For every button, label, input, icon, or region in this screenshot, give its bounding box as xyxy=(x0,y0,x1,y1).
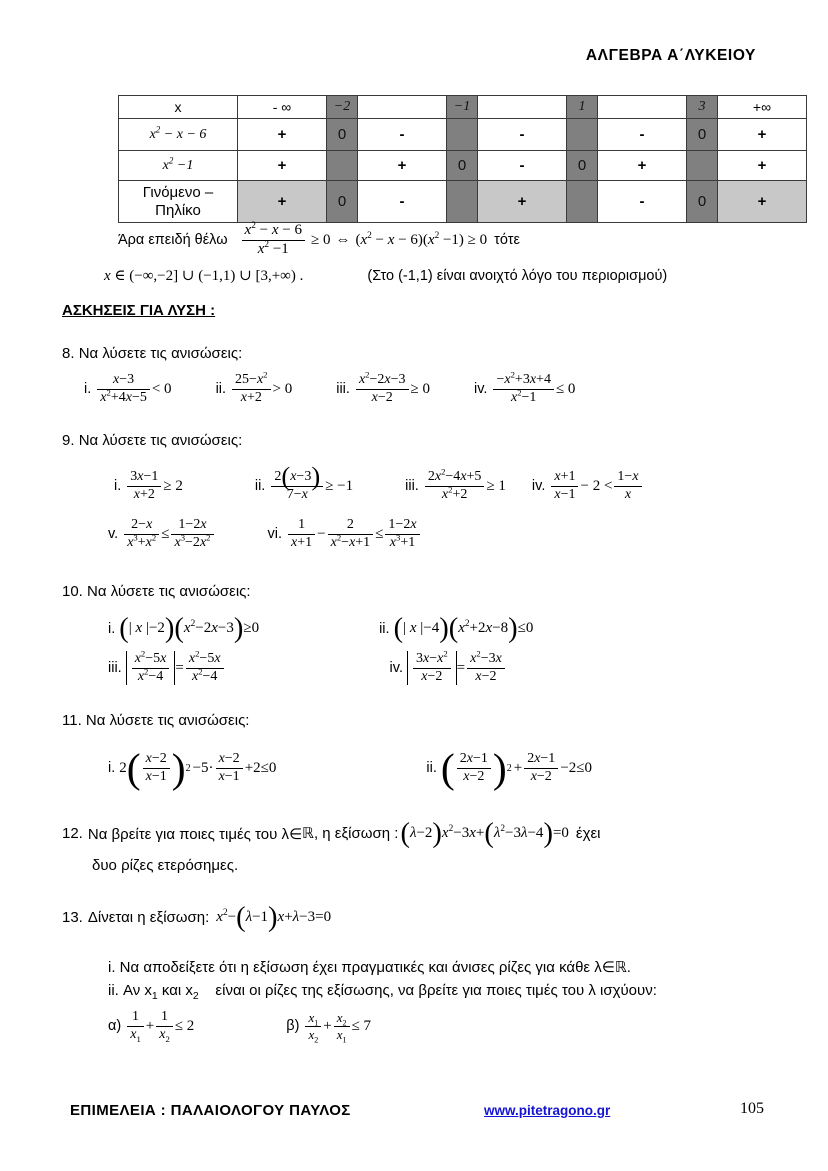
item-9-i: i. $\frac{3x-1}{x+2}$ ≥ 2 xyxy=(114,469,183,502)
exercise-13-text: Δίνεται η εξίσωση: xyxy=(87,909,210,926)
cell-r3-zero-3: 0 xyxy=(687,181,718,223)
table-row xyxy=(119,119,807,151)
cell-r3-neg1 xyxy=(447,181,478,223)
conclusion-note: (Στο (-1,1) είναι ανοιχτό λόγο του περιορισμού) xyxy=(367,267,668,284)
cell-r3-c3: + xyxy=(478,181,567,223)
exercise-9-items-row1 xyxy=(114,461,812,503)
footer-website-link[interactable]: www.pitetragono.gr xyxy=(484,1103,611,1118)
item-9-vi: vi. $\frac{1}{x+1}$ − $\frac{2}{x^2-x+1}$ ≤ $\frac{1-2x}{x^3+1}$ xyxy=(268,517,422,551)
row-label-product-quotient xyxy=(119,181,238,223)
item-9-ii: ii. $\frac{2(x-3)}{7-x}$ ≥ −1 xyxy=(254,461,354,502)
iff-symbol: ⇔ xyxy=(335,231,351,248)
row-label-quadratic-1: $x^2 - x - 6$ xyxy=(119,119,238,151)
exercise-13 xyxy=(62,901,812,1045)
footer-author: ΕΠΙΜΕΛΕΙΑ : ΠΑΛΑΙΟΛΟΓΟΥ ΠΑΥΛΟΣ xyxy=(70,1102,351,1119)
table-row xyxy=(119,181,807,223)
item-relation: ≤ 7 xyxy=(351,1017,372,1034)
item-relation: ≥ −1 xyxy=(325,477,354,494)
item-relation: ≤ xyxy=(161,525,170,542)
cell-r1-neg1 xyxy=(447,119,478,151)
cell-header-gap3 xyxy=(598,96,687,119)
exercise-12-number: 12. xyxy=(62,825,83,842)
cell-root-neg1: −1 xyxy=(447,96,478,119)
exercise-8-number: 8. xyxy=(62,345,75,362)
exercise-13-sub-i: i. Να αποδείξετε ότι η εξίσωση έχει πραγματικές και άνισες ρίζες για κάθε λ∈ℝ. xyxy=(108,959,631,976)
item-operator: + xyxy=(323,1017,332,1034)
exercise-12-equation: $(\lambda-2)x^2-3x+(\lambda^2-3\lambda-4)=0$ xyxy=(400,817,569,849)
row-label-line1: Γινόμενο – xyxy=(142,184,214,202)
cell-r1-c4: - xyxy=(598,119,687,151)
blackboard-R-symbol: ℝ xyxy=(302,826,314,842)
row-label-line2: Πηλίκο xyxy=(155,201,201,219)
conclusion-solution: x ∈ (−∞,−2] ∪ (−1,1) ∪ [3,+∞) . xyxy=(104,268,304,285)
item-expression: (| x $|-2)(x^2-2x-3)\ge 0$ xyxy=(119,612,260,644)
item-operator: −5· xyxy=(192,759,214,776)
cell-header-gap2 xyxy=(478,96,567,119)
item-label: i. xyxy=(108,620,116,637)
conclusion-relation: ≥ 0 xyxy=(310,231,331,248)
exercise-12-line2: δυο ρίζες ετερόσημες. xyxy=(92,857,239,874)
exercise-9-stem xyxy=(62,432,812,449)
item-relation: < 0 xyxy=(151,380,172,397)
cell-r3-c1: + xyxy=(238,181,327,223)
section-heading: ΑΣΚΗΣΕΙΣ ΓΙΑ ΛΥΣΗ : xyxy=(62,302,216,319)
item-label: β) xyxy=(286,1018,300,1035)
item-tail: −2≤0 xyxy=(560,759,593,776)
cell-r2-neg2 xyxy=(327,151,358,181)
conclusion-then: τότε xyxy=(494,232,520,249)
item-label: iv. xyxy=(389,660,403,677)
conclusion-lead: Άρα επειδή θέλω xyxy=(118,232,228,249)
item-tail: +2≤0 xyxy=(244,759,277,776)
item-equals: = xyxy=(456,659,466,676)
cell-r1-c3: - xyxy=(478,119,567,151)
item-relation: ≥ 1 xyxy=(486,477,506,494)
item-10-ii xyxy=(379,612,534,644)
item-10-iv: iv. $\frac{3x-x^2}{x-2}$ = $\frac{x^2-3x}{x-2}$ xyxy=(390,651,507,685)
item-label: iii. xyxy=(405,478,419,495)
cell-root-3: 3 xyxy=(687,96,718,119)
exercise-13-number: 13. xyxy=(62,909,83,926)
cell-r1-c5: + xyxy=(718,119,807,151)
cell-r2-c2: + xyxy=(358,151,447,181)
cell-r1-zero-neg2: 0 xyxy=(327,119,358,151)
exercise-10-items-row1 xyxy=(108,612,812,644)
item-expression: (| x $|-4)(x^2+2x-8)\le 0$ xyxy=(393,612,534,644)
cell-r3-c2: - xyxy=(358,181,447,223)
exercise-13-equation: $x^2-(\lambda-1)x+\lambda-3=0$ xyxy=(216,901,332,933)
item-relation: − 2 < xyxy=(580,477,613,494)
item-relation: ≤ xyxy=(375,525,384,542)
item-9-iii: iii. $\frac{2x^2-4x+5}{x^2+2}$ ≥ 1 xyxy=(405,466,506,502)
item-8-iv: iv. $\frac{-x^2+3x+4}{x^2-1}$ ≤ 0 xyxy=(474,369,576,405)
item-10-i xyxy=(108,612,260,644)
exercise-10-items-row2 xyxy=(108,648,812,685)
item-label: i. xyxy=(108,760,116,777)
exercise-11-text: Να λύσετε τις ανισώσεις: xyxy=(85,712,250,729)
item-9-iv: iv. $\frac{x+1}{x-1}$ − 2 < $\frac{1-x}{x}$ xyxy=(532,469,644,503)
exercise-10 xyxy=(62,583,812,685)
item-label: iv. xyxy=(531,478,546,495)
exercise-12-text-a: Να βρείτε για ποιες τιμές του λ∈ xyxy=(87,825,303,843)
exercise-8 xyxy=(62,345,812,406)
item-9-v: v. $\frac{2-x}{x^3+x^2}$ ≤ $\frac{1-2x}{x^3-2x^2}$ xyxy=(108,517,216,551)
exercise-12 xyxy=(62,817,812,874)
cell-r1-one xyxy=(567,119,598,151)
exercise-13-subitems xyxy=(108,1009,812,1043)
row-label-quadratic-2: $x^2 -1$ xyxy=(119,151,238,181)
exercise-10-number: 10. xyxy=(62,583,83,600)
item-relation: ≥ 2 xyxy=(163,477,183,494)
exercise-12-text-c: έχει xyxy=(575,825,601,842)
item-label: v. xyxy=(108,526,119,543)
cell-r2-c1: + xyxy=(238,151,327,181)
cell-r3-zero-neg2: 0 xyxy=(327,181,358,223)
exercise-9-items-row2 xyxy=(108,517,812,551)
cell-r1-c1: + xyxy=(238,119,327,151)
item-operator: + xyxy=(513,759,523,776)
cell-r2-zero-neg1: 0 xyxy=(447,151,478,181)
cell-r2-c3: - xyxy=(478,151,567,181)
item-13-alpha: α) $\frac{1}{x_1}$ + $\frac{1}{x_2}$ ≤ 2 xyxy=(108,1009,195,1044)
item-label: i. xyxy=(114,478,122,495)
exercise-13-sub-ii: ii. Αν $x_1$ και $x_2$ είναι οι ρίζες της εξίσωσης, να βρείτε για ποιες τιμές του λ ισχύουν: xyxy=(108,982,657,1002)
exercise-13-line1 xyxy=(62,901,812,933)
item-label: α) xyxy=(108,1018,122,1035)
item-label: ii. xyxy=(379,620,390,637)
exercise-11-number: 11. xyxy=(62,712,82,729)
cell-r2-zero-1: 0 xyxy=(567,151,598,181)
page-title: ΑΛΓΕΒΡΑ Α΄ΛΥΚΕΙΟΥ xyxy=(585,47,756,64)
conclusion-fraction: $\frac{x^2 - x - 6}{x^2 -1}$ xyxy=(242,222,305,258)
item-8-i: i. $\frac{x-3}{x^2+4x-5}$ < 0 xyxy=(84,372,172,405)
item-equals: = xyxy=(175,659,184,676)
item-11-ii: ii. ( $\frac{2x-1}{x-2}$ ) 2 + $\frac{2x-1}{x-2}$ −2≤0 xyxy=(426,744,593,791)
item-label: ii. xyxy=(254,478,266,495)
item-label: ii. xyxy=(426,760,437,777)
exercise-12-text-b: , η εξίσωση : xyxy=(313,825,399,842)
exercise-11-items xyxy=(108,744,812,791)
exercise-12-line1 xyxy=(62,817,812,849)
cell-r1-c2: - xyxy=(358,119,447,151)
cell-root-1: 1 xyxy=(567,96,598,119)
cell-header-pos-infinity: +∞ xyxy=(718,96,807,119)
exercise-8-stem xyxy=(62,345,812,362)
item-label: i. xyxy=(84,381,92,398)
item-8-iii: iii. $\frac{x^2-2x-3}{x-2}$ ≥ 0 xyxy=(336,369,431,405)
item-label: iii. xyxy=(336,381,350,398)
item-relation: ≤ 0 xyxy=(555,380,576,397)
conclusion-expanded: $(x^2 - x - 6)(x^2 -1) \ge 0$ xyxy=(355,230,488,248)
cell-header-gap1 xyxy=(358,96,447,119)
exercise-11-stem xyxy=(62,712,812,729)
item-13-beta: β) $\frac{x_1}{x_2}$ + $\frac{x_2}{x_1}$ ≤ 7 xyxy=(286,1010,372,1045)
item-coefficient: 2 xyxy=(119,759,127,776)
cell-r1-zero-3: 0 xyxy=(687,119,718,151)
item-relation: ≤ 2 xyxy=(174,1017,195,1034)
cell-header-neg-infinity: - ∞ xyxy=(238,96,327,119)
cell-header-x: x xyxy=(119,96,238,119)
cell-root-neg2: −2 xyxy=(327,96,358,119)
page-number: 105 xyxy=(740,1100,764,1117)
exercise-9-number: 9. xyxy=(62,432,75,449)
item-operator: − xyxy=(317,525,326,542)
item-relation: > 0 xyxy=(272,380,293,397)
item-label: iv. xyxy=(474,381,488,398)
sign-table xyxy=(118,95,807,223)
exercise-9-text: Να λύσετε τις ανισώσεις: xyxy=(78,432,243,449)
table-row xyxy=(119,96,807,119)
cell-r2-three xyxy=(687,151,718,181)
exercise-9 xyxy=(62,432,812,551)
table-row xyxy=(119,151,807,181)
item-label: vi. xyxy=(267,526,282,543)
cell-r2-c4: + xyxy=(598,151,687,181)
conclusion-block xyxy=(104,221,808,285)
item-label: iii. xyxy=(108,660,122,677)
item-11-i: i. 2 ( $\frac{x-2}{x-1}$ ) 2 −5· $\frac{x-2}{x-1}$ +2≤0 xyxy=(108,744,277,791)
exercise-10-stem xyxy=(62,583,812,600)
cell-r3-c5: + xyxy=(718,181,807,223)
cell-r2-c5: + xyxy=(718,151,807,181)
item-10-iii: iii. $\frac{x^2-5x}{x^2-4}$ = $\frac{x^2-5x}{x^2-4}$ xyxy=(108,651,226,685)
exercise-8-items xyxy=(84,369,812,406)
item-label: ii. xyxy=(215,381,227,398)
item-relation: ≥ 0 xyxy=(410,380,431,397)
cell-r3-one xyxy=(567,181,598,223)
item-8-ii: ii. $\frac{25-x^2}{x+2}$ > 0 xyxy=(215,369,293,405)
exercise-8-text: Να λύσετε τις ανισώσεις: xyxy=(78,345,243,362)
exercise-10-text: Να λύσετε τις ανισώσεις: xyxy=(87,583,251,600)
item-operator: + xyxy=(145,1017,155,1034)
exercise-11 xyxy=(62,712,812,791)
cell-r3-c4: - xyxy=(598,181,687,223)
